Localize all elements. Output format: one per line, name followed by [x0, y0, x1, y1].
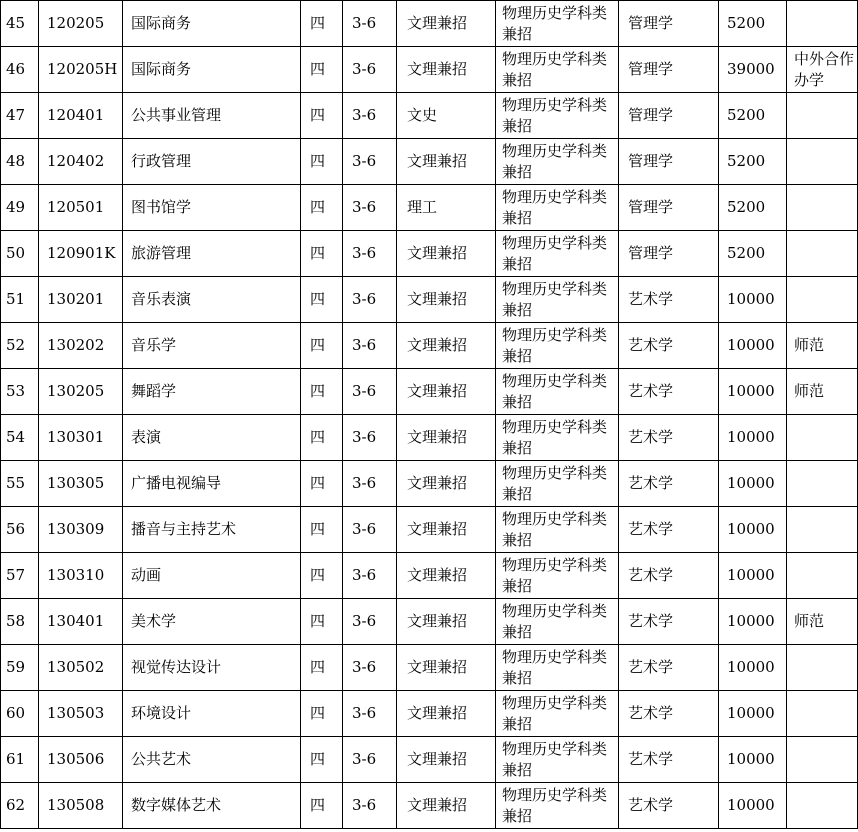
study-years-cell: 3-6	[343, 231, 397, 277]
tuition-fee-cell: 10000	[719, 277, 787, 323]
duration-cell: 四	[301, 415, 343, 461]
enrollment-type-cell: 文理兼招	[397, 323, 496, 369]
row-number-cell: 58	[1, 599, 39, 645]
enrollment-type-cell: 文理兼招	[397, 461, 496, 507]
enrollment-type-cell: 文理兼招	[397, 599, 496, 645]
duration-cell: 四	[301, 507, 343, 553]
table-row	[1, 507, 858, 553]
subject-requirement-cell: 物理历史学科类兼招	[496, 369, 619, 415]
duration-cell: 四	[301, 277, 343, 323]
discipline-category-cell: 艺术学	[619, 691, 719, 737]
tuition-fee-cell: 10000	[719, 691, 787, 737]
major-name-cell: 动画	[123, 553, 301, 599]
major-code-cell: 120401	[39, 93, 123, 139]
subject-requirement-cell: 物理历史学科类兼招	[496, 139, 619, 185]
row-number-cell: 51	[1, 277, 39, 323]
remark-cell	[787, 93, 858, 139]
remark-cell	[787, 783, 858, 829]
remark-cell	[787, 507, 858, 553]
major-code-cell: 120205H	[39, 47, 123, 93]
row-number-cell: 50	[1, 231, 39, 277]
row-number-cell: 54	[1, 415, 39, 461]
table-row	[1, 231, 858, 277]
duration-cell: 四	[301, 47, 343, 93]
table-row	[1, 737, 858, 783]
subject-requirement-cell: 物理历史学科类兼招	[496, 553, 619, 599]
table-row	[1, 323, 858, 369]
subject-requirement-cell: 物理历史学科类兼招	[496, 737, 619, 783]
tuition-fee-cell: 5200	[719, 231, 787, 277]
subject-requirement-cell: 物理历史学科类兼招	[496, 507, 619, 553]
discipline-category-cell: 管理学	[619, 185, 719, 231]
major-name-cell: 环境设计	[123, 691, 301, 737]
major-name-cell: 行政管理	[123, 139, 301, 185]
subject-requirement-cell: 物理历史学科类兼招	[496, 231, 619, 277]
row-number-cell: 47	[1, 93, 39, 139]
table-row	[1, 93, 858, 139]
tuition-fee-cell: 5200	[719, 139, 787, 185]
study-years-cell: 3-6	[343, 47, 397, 93]
duration-cell: 四	[301, 737, 343, 783]
major-name-cell: 音乐表演	[123, 277, 301, 323]
discipline-category-cell: 艺术学	[619, 461, 719, 507]
subject-requirement-cell: 物理历史学科类兼招	[496, 599, 619, 645]
row-number-cell: 62	[1, 783, 39, 829]
discipline-category-cell: 管理学	[619, 1, 719, 47]
enrollment-type-cell: 文史	[397, 93, 496, 139]
row-number-cell: 55	[1, 461, 39, 507]
discipline-category-cell: 艺术学	[619, 507, 719, 553]
subject-requirement-cell: 物理历史学科类兼招	[496, 1, 619, 47]
tuition-fee-cell: 10000	[719, 599, 787, 645]
major-code-cell: 120205	[39, 1, 123, 47]
remark-cell: 师范	[787, 323, 858, 369]
row-number-cell: 45	[1, 1, 39, 47]
remark-cell	[787, 737, 858, 783]
remark-cell	[787, 645, 858, 691]
subject-requirement-cell: 物理历史学科类兼招	[496, 47, 619, 93]
subject-requirement-cell: 物理历史学科类兼招	[496, 415, 619, 461]
study-years-cell: 3-6	[343, 553, 397, 599]
major-code-cell: 130301	[39, 415, 123, 461]
major-code-cell: 120501	[39, 185, 123, 231]
row-number-cell: 52	[1, 323, 39, 369]
tuition-fee-cell: 5200	[719, 93, 787, 139]
tuition-fee-cell: 5200	[719, 1, 787, 47]
study-years-cell: 3-6	[343, 599, 397, 645]
major-name-cell: 广播电视编导	[123, 461, 301, 507]
remark-cell	[787, 553, 858, 599]
discipline-category-cell: 管理学	[619, 139, 719, 185]
enrollment-type-cell: 文理兼招	[397, 553, 496, 599]
tuition-fee-cell: 10000	[719, 645, 787, 691]
study-years-cell: 3-6	[343, 691, 397, 737]
table-body	[1, 1, 858, 829]
remark-cell	[787, 185, 858, 231]
tuition-fee-cell: 10000	[719, 507, 787, 553]
study-years-cell: 3-6	[343, 139, 397, 185]
table-row	[1, 47, 858, 93]
enrollment-type-cell: 文理兼招	[397, 231, 496, 277]
major-code-cell: 130309	[39, 507, 123, 553]
major-code-cell: 130305	[39, 461, 123, 507]
duration-cell: 四	[301, 783, 343, 829]
remark-cell	[787, 1, 858, 47]
major-code-cell: 120402	[39, 139, 123, 185]
subject-requirement-cell: 物理历史学科类兼招	[496, 783, 619, 829]
discipline-category-cell: 艺术学	[619, 369, 719, 415]
enrollment-type-cell: 理工	[397, 185, 496, 231]
remark-cell	[787, 139, 858, 185]
major-name-cell: 公共事业管理	[123, 93, 301, 139]
row-number-cell: 59	[1, 645, 39, 691]
duration-cell: 四	[301, 369, 343, 415]
duration-cell: 四	[301, 461, 343, 507]
enrollment-type-cell: 文理兼招	[397, 415, 496, 461]
major-name-cell: 舞蹈学	[123, 369, 301, 415]
table-row	[1, 691, 858, 737]
tuition-fee-cell: 10000	[719, 553, 787, 599]
enrollment-type-cell: 文理兼招	[397, 645, 496, 691]
study-years-cell: 3-6	[343, 369, 397, 415]
enrollment-type-cell: 文理兼招	[397, 691, 496, 737]
discipline-category-cell: 艺术学	[619, 553, 719, 599]
row-number-cell: 53	[1, 369, 39, 415]
tuition-fee-cell: 10000	[719, 783, 787, 829]
discipline-category-cell: 艺术学	[619, 783, 719, 829]
table-row	[1, 553, 858, 599]
study-years-cell: 3-6	[343, 507, 397, 553]
enrollment-type-cell: 文理兼招	[397, 737, 496, 783]
enrollment-type-cell: 文理兼招	[397, 507, 496, 553]
table-row	[1, 139, 858, 185]
remark-cell	[787, 415, 858, 461]
major-code-cell: 130201	[39, 277, 123, 323]
major-name-cell: 音乐学	[123, 323, 301, 369]
duration-cell: 四	[301, 323, 343, 369]
study-years-cell: 3-6	[343, 645, 397, 691]
table-row	[1, 415, 858, 461]
major-code-cell: 130508	[39, 783, 123, 829]
discipline-category-cell: 管理学	[619, 231, 719, 277]
duration-cell: 四	[301, 185, 343, 231]
discipline-category-cell: 管理学	[619, 93, 719, 139]
major-name-cell: 表演	[123, 415, 301, 461]
enrollment-type-cell: 文理兼招	[397, 369, 496, 415]
row-number-cell: 48	[1, 139, 39, 185]
study-years-cell: 3-6	[343, 415, 397, 461]
enrollment-type-cell: 文理兼招	[397, 47, 496, 93]
row-number-cell: 56	[1, 507, 39, 553]
duration-cell: 四	[301, 645, 343, 691]
discipline-category-cell: 艺术学	[619, 277, 719, 323]
table-row	[1, 185, 858, 231]
subject-requirement-cell: 物理历史学科类兼招	[496, 277, 619, 323]
table-row	[1, 369, 858, 415]
discipline-category-cell: 艺术学	[619, 737, 719, 783]
major-code-cell: 120901K	[39, 231, 123, 277]
tuition-fee-cell: 10000	[719, 737, 787, 783]
row-number-cell: 49	[1, 185, 39, 231]
study-years-cell: 3-6	[343, 737, 397, 783]
major-code-cell: 130401	[39, 599, 123, 645]
major-code-cell: 130502	[39, 645, 123, 691]
tuition-fee-cell: 39000	[719, 47, 787, 93]
duration-cell: 四	[301, 139, 343, 185]
enrollment-type-cell: 文理兼招	[397, 277, 496, 323]
tuition-fee-cell: 5200	[719, 185, 787, 231]
major-code-cell: 130503	[39, 691, 123, 737]
study-years-cell: 3-6	[343, 461, 397, 507]
subject-requirement-cell: 物理历史学科类兼招	[496, 645, 619, 691]
major-code-cell: 130310	[39, 553, 123, 599]
duration-cell: 四	[301, 1, 343, 47]
subject-requirement-cell: 物理历史学科类兼招	[496, 691, 619, 737]
major-name-cell: 美术学	[123, 599, 301, 645]
major-name-cell: 播音与主持艺术	[123, 507, 301, 553]
study-years-cell: 3-6	[343, 1, 397, 47]
remark-cell	[787, 461, 858, 507]
duration-cell: 四	[301, 691, 343, 737]
major-name-cell: 公共艺术	[123, 737, 301, 783]
remark-cell: 师范	[787, 369, 858, 415]
remark-cell	[787, 277, 858, 323]
remark-cell: 中外合作办学	[787, 47, 858, 93]
major-name-cell: 视觉传达设计	[123, 645, 301, 691]
discipline-category-cell: 艺术学	[619, 645, 719, 691]
major-name-cell: 国际商务	[123, 1, 301, 47]
study-years-cell: 3-6	[343, 277, 397, 323]
remark-cell	[787, 691, 858, 737]
table-row	[1, 783, 858, 829]
subject-requirement-cell: 物理历史学科类兼招	[496, 323, 619, 369]
row-number-cell: 61	[1, 737, 39, 783]
tuition-fee-cell: 10000	[719, 461, 787, 507]
remark-cell: 师范	[787, 599, 858, 645]
enrollment-type-cell: 文理兼招	[397, 783, 496, 829]
enrollment-type-cell: 文理兼招	[397, 1, 496, 47]
remark-cell	[787, 231, 858, 277]
study-years-cell: 3-6	[343, 93, 397, 139]
major-name-cell: 旅游管理	[123, 231, 301, 277]
row-number-cell: 46	[1, 47, 39, 93]
discipline-category-cell: 艺术学	[619, 323, 719, 369]
major-name-cell: 数字媒体艺术	[123, 783, 301, 829]
enrollment-type-cell: 文理兼招	[397, 139, 496, 185]
discipline-category-cell: 艺术学	[619, 415, 719, 461]
table-row	[1, 277, 858, 323]
tuition-fee-cell: 10000	[719, 415, 787, 461]
study-years-cell: 3-6	[343, 323, 397, 369]
major-name-cell: 国际商务	[123, 47, 301, 93]
major-name-cell: 图书馆学	[123, 185, 301, 231]
table-row	[1, 461, 858, 507]
subject-requirement-cell: 物理历史学科类兼招	[496, 93, 619, 139]
subject-requirement-cell: 物理历史学科类兼招	[496, 461, 619, 507]
table-row	[1, 1, 858, 47]
tuition-fee-cell: 10000	[719, 369, 787, 415]
discipline-category-cell: 艺术学	[619, 599, 719, 645]
tuition-fee-cell: 10000	[719, 323, 787, 369]
duration-cell: 四	[301, 93, 343, 139]
row-number-cell: 57	[1, 553, 39, 599]
subject-requirement-cell: 物理历史学科类兼招	[496, 185, 619, 231]
table-row	[1, 645, 858, 691]
major-code-cell: 130205	[39, 369, 123, 415]
table-row	[1, 599, 858, 645]
duration-cell: 四	[301, 231, 343, 277]
major-code-cell: 130202	[39, 323, 123, 369]
study-years-cell: 3-6	[343, 185, 397, 231]
duration-cell: 四	[301, 553, 343, 599]
duration-cell: 四	[301, 599, 343, 645]
major-code-cell: 130506	[39, 737, 123, 783]
study-years-cell: 3-6	[343, 783, 397, 829]
discipline-category-cell: 管理学	[619, 47, 719, 93]
row-number-cell: 60	[1, 691, 39, 737]
